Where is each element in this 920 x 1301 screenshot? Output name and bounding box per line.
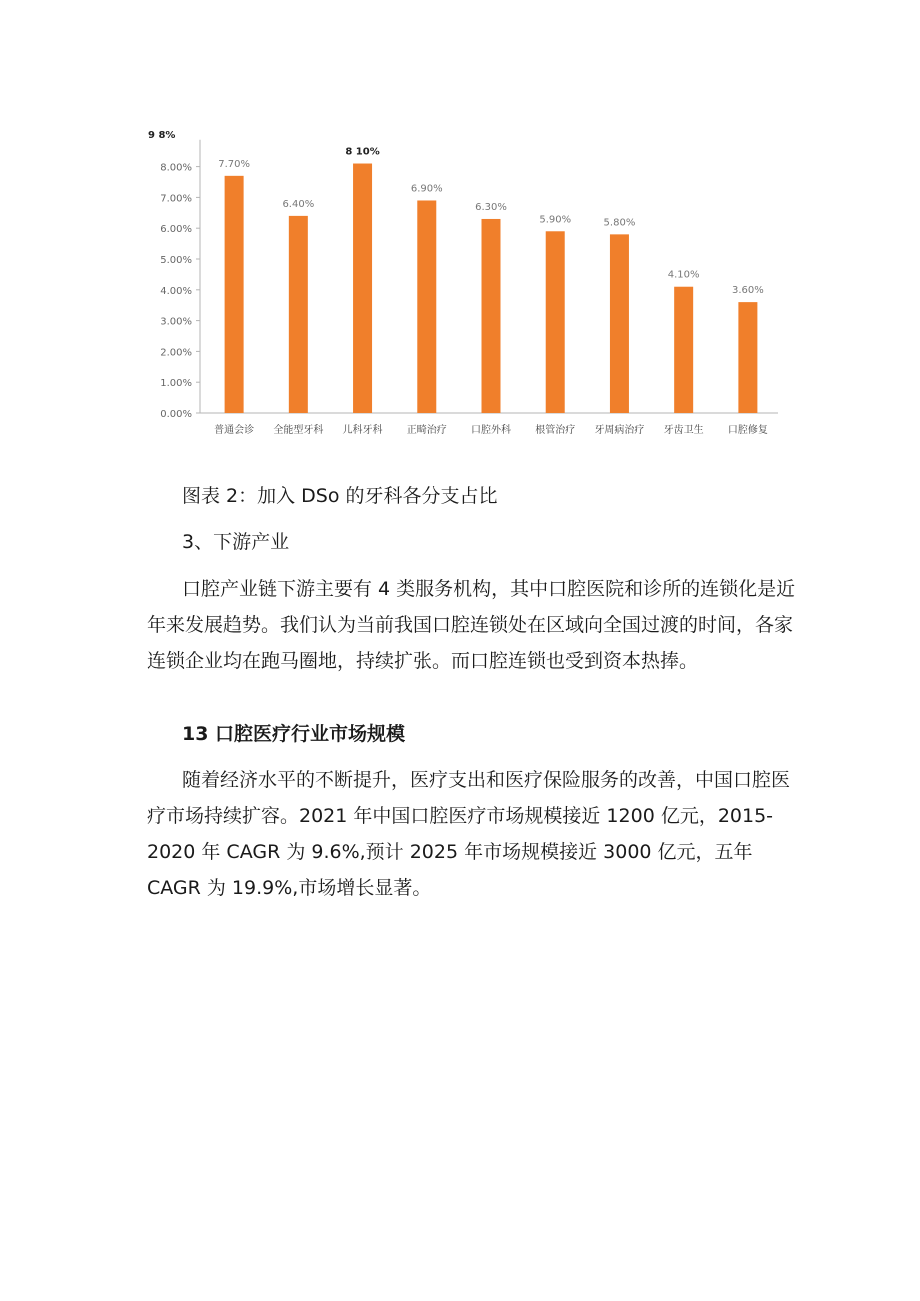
x-tick-label: 牙齿卫生 — [663, 425, 704, 436]
y-tick-label: 0.00% — [160, 409, 192, 420]
data-label: 8 10% — [345, 146, 380, 158]
bar — [482, 219, 501, 413]
data-label: 4.10% — [667, 269, 700, 281]
y-tick-label: 8.00% — [160, 162, 192, 174]
y-tick-label: 5.00% — [160, 255, 192, 266]
y-tick-label: 1.00% — [160, 378, 192, 390]
data-label: 6.30% — [475, 201, 507, 213]
bar — [417, 200, 436, 413]
bar-chart — [140, 120, 790, 450]
x-tick-label: 普通会诊 — [214, 425, 255, 436]
x-tick-label: 全能型牙科 — [273, 425, 324, 436]
y-tick-label: 3.00% — [160, 316, 192, 328]
data-label: 6.90% — [410, 183, 443, 195]
data-label: 6.40% — [282, 198, 315, 210]
bar — [610, 234, 629, 413]
x-tick-labels — [214, 423, 768, 436]
x-tick-label: 牙周病治疗 — [594, 425, 645, 436]
bar — [738, 302, 757, 413]
bar — [225, 176, 244, 413]
x-tick-label: 正畸治疗 — [406, 425, 447, 436]
y-tick-label: 2.00% — [160, 347, 192, 359]
figure-caption: 图表 2：加入 DSo 的牙科各分支占比 — [182, 485, 498, 507]
x-tick-label: 口腔修复 — [727, 425, 768, 436]
paragraph-downstream: 口腔产业链下游主要有 4 类服务机构，其中口腔医院和诊所的连锁化是近年来发展趋势。我们认为当前我国口腔连锁处在区域向全国过渡的时间，各家连锁企业均在跑马圈地，持续扩张。而口腔连锁也受到资本热捧。 — [147, 578, 796, 672]
data-label: 5.90% — [539, 214, 572, 226]
section-title: 3、下游产业 — [182, 531, 290, 553]
x-tick-label: 根管治疗 — [535, 425, 576, 436]
bar — [289, 216, 308, 413]
x-tick-label: 口腔外科 — [471, 425, 511, 436]
paragraph-market-size: 随着经济水平的不断提升，医疗支出和医疗保险服务的改善，中国口腔医疗市场持续扩容。2021 年中国口腔医疗市场规模接近 1200 亿元，2015-2020 年 CAGR 为 9.6%,预计 2025 年市场规模接近 3000 亿元，五年 CAGR 为 19.9%,市场增长显著。 — [147, 769, 791, 899]
data-label: 5.80% — [603, 217, 636, 229]
y-tick-label: 4.00% — [160, 285, 192, 297]
data-label: 3.60% — [731, 285, 764, 297]
y-tick-label: 6.00% — [160, 224, 192, 236]
y-tick-labels — [160, 163, 192, 420]
y-top-label: 9 8% — [148, 130, 176, 141]
x-tick-label: 儿科牙科 — [342, 425, 383, 436]
bar — [546, 231, 565, 413]
section-heading: 13 口腔医疗行业市场规模 — [182, 723, 406, 745]
bar — [674, 287, 693, 413]
bar — [353, 164, 372, 413]
y-tick-label: 7.00% — [160, 193, 192, 205]
data-label: 7.70% — [218, 158, 251, 170]
